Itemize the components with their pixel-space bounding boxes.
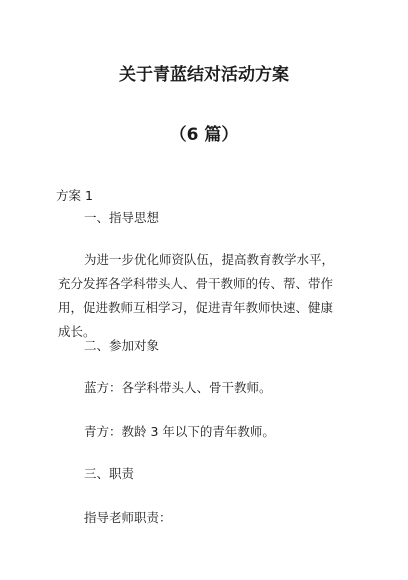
- document-title: 关于青蓝结对活动方案: [119, 65, 289, 85]
- section-label: 方案 1: [56, 188, 93, 203]
- line-mentor-duties: 指导老师职责：: [84, 510, 172, 525]
- line-blue-side: 蓝方：各学科带头人、骨干教师。: [84, 380, 272, 395]
- heading-guiding-ideology: 一、指导思想: [84, 210, 160, 225]
- line-green-side: 青方：教龄 3 年以下的青年教师。: [84, 424, 275, 439]
- document-subtitle: （6 篇）: [169, 125, 239, 145]
- heading-participants: 二、参加对象: [84, 338, 160, 353]
- paragraph-guiding-ideology: 为进一步优化师资队伍，提高教育教学水平，充分发挥各学科带头人、骨干教师的传、帮、带作用，促进教师互相学习，促进青年教师快速、健康成长。: [58, 252, 335, 339]
- heading-duties: 三、职责: [84, 466, 135, 481]
